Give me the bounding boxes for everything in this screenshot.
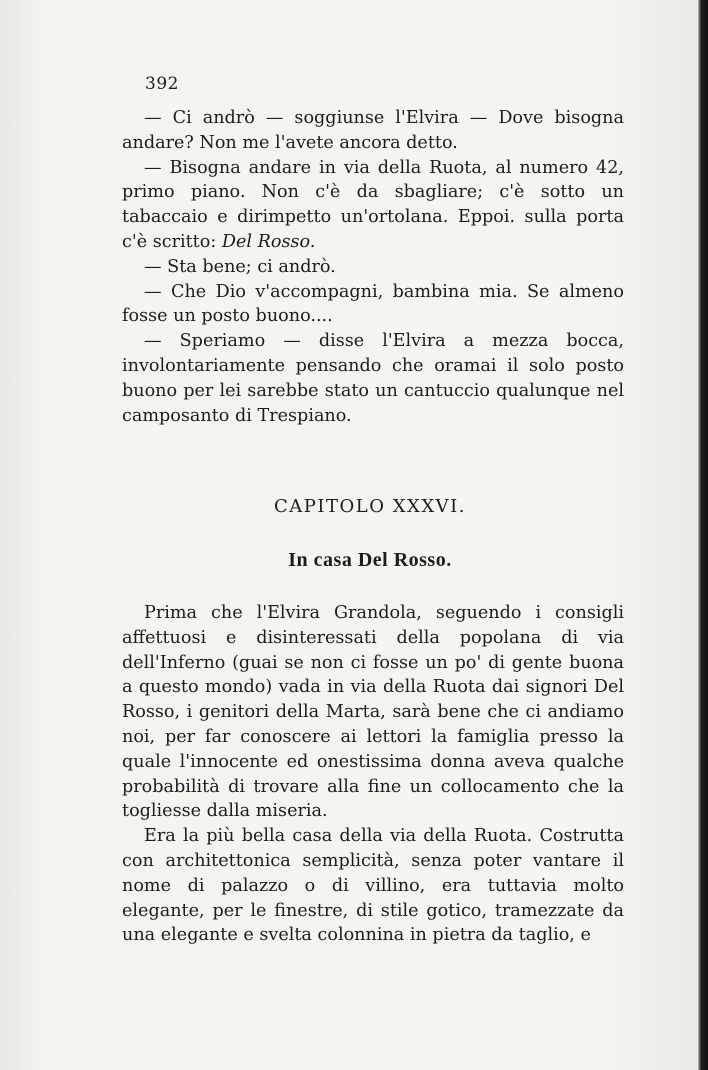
- chapter-body: [122, 601, 624, 948]
- chapter-title: In casa Del Rosso.: [288, 549, 452, 571]
- sign-name: Del Rosso.: [221, 231, 316, 252]
- dialogue-line: — Sta bene; ci andrò.: [144, 256, 336, 277]
- dialogue-line: — Che Dio v'accompagni, bambina mia. Se almeno fosse un posto buono....: [122, 281, 624, 327]
- dialogue-line: — Bisogna andare in via della Ruota, al numero 42, primo piano. Non c'è da sbagliare; c'è sotto un tabaccaio e dirimpetto un'ortolana. Eppoi. sulla porta c'è scritto: Del Rosso.: [122, 157, 624, 252]
- dialogue-line: — Ci andrò — soggiunse l'Elvira — Dove bisogna andare? Non me l'avete ancora detto.: [122, 108, 624, 153]
- chapter-number: CAPITOLO XXXVI.: [274, 496, 466, 517]
- page-edge-shadow: [698, 0, 708, 1070]
- page-number: 392: [145, 74, 179, 94]
- dialogue-line: — Speriamo — disse l'Elvira a mezza bocca, involontariamente pensando che oramai il solo posto buono per lei sarebbe stato un cantuccio qualunque nel camposanto di Trespiano.: [122, 331, 624, 426]
- dialogue-section: [122, 106, 624, 428]
- body-paragraph: Prima che l'Elvira Grandola, seguendo i consigli affettuosi e disinteressati della popolana di via dell'Inferno (guai se non ci fosse un po' di gente buona a questo mondo) vada in via della Ruota dai signori Del Rosso, i genitori della Marta, sarà bene che ci andiamo noi, per far conoscere ai lettori la famiglia presso la quale l'innocente ed onestissima donna aveva qualche probabilità di trovare alla fine un collocamento che la togliesse dalla miseria.: [122, 603, 624, 822]
- body-paragraph: Era la più bella casa della via della Ruota. Costrutta con architettonica semplicità, senza poter vantare il nome di palazzo o di villino, era tuttavia molto elegante, per le finestre, di stile gotico, tramezzate da una elegante e svelta colonnina in pietra da taglio, e: [122, 826, 624, 946]
